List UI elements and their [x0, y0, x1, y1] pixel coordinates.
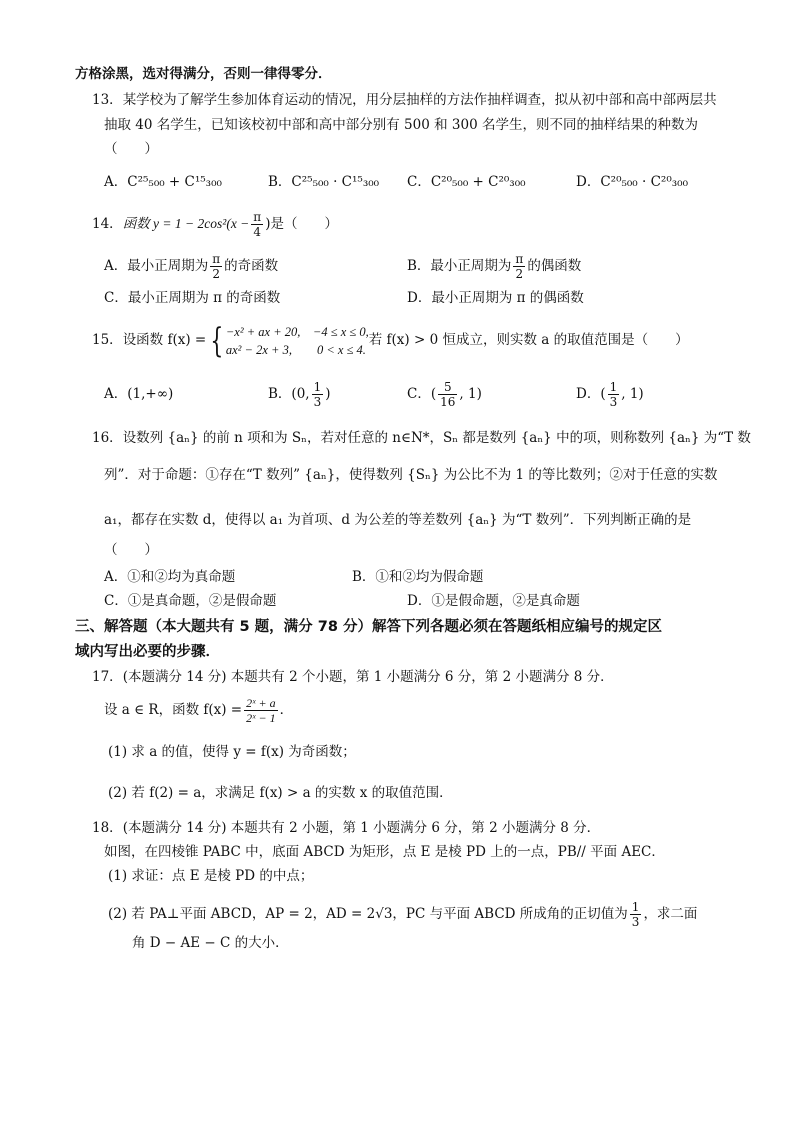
- q14-frac-num: π: [253, 210, 262, 224]
- q15-case1: −x² + ax + 20, −4 ≤ x ≤ 0,: [225, 324, 369, 339]
- q15-option-c-den: 16: [440, 395, 456, 409]
- q14-option-a-fraction: [210, 252, 222, 281]
- q16-option-a-label: A．: [104, 569, 128, 585]
- q18-number: 18．: [92, 820, 123, 836]
- q18-given: 如图，在四棱锥 PABC 中，底面 ABCD 为矩形，点 E 是棱 PD 上的一点，PB// 平面 AEC．: [104, 844, 665, 860]
- q15-stem-prefix: 设函数 f(x) =: [122, 332, 207, 348]
- q16-option-b-text: ①和②均为假命题: [375, 569, 484, 585]
- q16-text-line3: a₁，都存在实数 d，使得以 a₁ 为首项、d 为公差的等差数列 {aₙ} 为“T 数列”．下列判断正确的是: [104, 512, 692, 528]
- q17-header: [92, 667, 614, 687]
- q18-part2-line2: 角 D − AE − C 的大小．: [132, 935, 289, 951]
- q18-part2-suffix: ，求二面: [643, 906, 698, 922]
- q14-option-a[interactable]: [104, 250, 278, 282]
- q15-piecewise: [226, 323, 369, 359]
- q14-option-c-text: 最小正周期为 π 的奇函数: [127, 290, 281, 306]
- q18-part2: [108, 896, 697, 932]
- q18-frac-den: 3: [631, 915, 640, 929]
- q14-option-b-label: B．: [407, 258, 431, 274]
- brace-symbol: {: [210, 320, 224, 361]
- q13-option-d[interactable]: [576, 172, 688, 192]
- q15-option-b[interactable]: [268, 378, 331, 410]
- q18-fraction: [630, 900, 642, 929]
- q15-option-b-post: ): [325, 386, 331, 402]
- q16-option-d-label: D．: [407, 593, 432, 609]
- q16-option-b[interactable]: [352, 567, 483, 587]
- q14-number: 14．: [92, 216, 123, 232]
- q15-stem: [92, 320, 689, 360]
- q15-option-d-post: , 1): [621, 386, 644, 402]
- q15-option-b-den: 3: [313, 395, 322, 409]
- q18-part2-prefix: (2) 若 PA⊥平面 ABCD，AP = 2，AD = 2√3，PC 与平面 ABCD 所成角的正切值为: [108, 906, 628, 922]
- q13-option-b-label: B．: [268, 174, 292, 190]
- q13-option-a-text: C²⁵₅₀₀ + C¹⁵₃₀₀: [127, 174, 222, 190]
- q14-option-a-den: 2: [212, 267, 221, 281]
- q15-case2: ax² − 2x + 3, 0 < x ≤ 4.: [225, 342, 366, 357]
- q14-stem: [92, 208, 338, 240]
- q14-option-a-post: 的奇函数: [224, 258, 279, 274]
- q17-part1: (1) 求 a 的值，使得 y = f(x) 为奇函数；: [108, 744, 356, 760]
- q16-option-b-label: B．: [352, 569, 376, 585]
- q16-option-d[interactable]: [407, 591, 580, 611]
- section3-heading-line2: 域内写出必要的步骤．: [75, 644, 220, 660]
- q15-option-a[interactable]: [104, 378, 173, 410]
- q13-option-b-text: C²⁵₅₀₀ · C¹⁵₃₀₀: [291, 174, 380, 190]
- q13-option-c-text: C²⁰₅₀₀ + C²⁰₃₀₀: [430, 174, 526, 190]
- q13-line1: [92, 90, 717, 110]
- q17-given: [104, 690, 293, 730]
- q15-option-c[interactable]: [407, 378, 482, 410]
- q15-number: 15．: [92, 332, 123, 348]
- q14-option-d[interactable]: [407, 288, 584, 308]
- q16-number: 16．: [92, 430, 123, 446]
- q17-given-prefix: 设 a ∈ R，函数 f(x) =: [104, 702, 243, 718]
- q13-option-d-label: D．: [576, 174, 601, 190]
- q13-option-a[interactable]: [104, 172, 222, 192]
- q17-frac-num: 2ˣ + a: [246, 696, 276, 710]
- q15-option-a-label: A．: [104, 386, 128, 402]
- q15-option-d-label: D．: [576, 386, 601, 402]
- q13-paren: （ ）: [104, 141, 158, 157]
- q17-header-text: (本题满分 14 分) 本题共有 2 个小题，第 1 小题满分 6 分，第 2 小题满分 8 分．: [122, 669, 614, 685]
- q14-stem-prefix: 函数 y = 1 − 2cos²(x −: [122, 216, 250, 231]
- q16-paren: （ ）: [104, 542, 158, 558]
- q15-option-c-num: 5: [438, 380, 457, 395]
- q15-option-d[interactable]: [576, 378, 644, 410]
- q14-option-c[interactable]: [104, 288, 280, 308]
- q13-option-c[interactable]: [407, 172, 526, 192]
- section3-heading-line1: 三、解答题（本大题共有 5 题，满分 78 分）解答下列各题必须在答题纸相应编号的规定区: [75, 619, 662, 635]
- instruction-line: 方格涂黑，选对得满分，否则一律得零分．: [75, 66, 332, 82]
- q15-option-a-text: (1,+∞): [127, 386, 174, 402]
- q15-option-c-label: C．: [407, 386, 431, 402]
- q16-text-line1: 设数列 {aₙ} 的前 n 项和为 Sₙ，若对任意的 n∈N*，Sₙ 都是数列 {aₙ} 中的项，则称数列 {aₙ} 为“T 数: [122, 430, 751, 446]
- q17-fraction: [244, 696, 277, 725]
- q13-option-a-label: A．: [104, 174, 128, 190]
- q16-line1: [92, 428, 751, 448]
- q16-text-line2: 列”．对于命题：①存在“T 数列” {aₙ}，使得数列 {Sₙ} 为公比不为 1 的等比数列；②对于任意的实数: [104, 467, 718, 483]
- q16-option-c[interactable]: [104, 591, 276, 611]
- q16-option-d-text: ①是假命题，②是真命题: [431, 593, 580, 609]
- q13-option-b[interactable]: [268, 172, 379, 192]
- q15-option-d-pre: (: [600, 386, 606, 402]
- q13-option-d-text: C²⁰₅₀₀ · C²⁰₃₀₀: [600, 174, 688, 190]
- q16-option-c-label: C．: [104, 593, 128, 609]
- q14-fraction: [251, 210, 263, 239]
- q16-option-c-text: ①是真命题，②是假命题: [127, 593, 277, 609]
- q14-option-c-label: C．: [104, 290, 128, 306]
- q14-frac-den: 4: [253, 225, 262, 239]
- q18-header-text: (本题满分 14 分) 本题共有 2 小题，第 1 小题满分 6 分，第 2 小题满分 8 分．: [122, 820, 601, 836]
- q14-option-d-text: 最小正周期为 π 的偶函数: [431, 290, 584, 306]
- q14-option-b-num: π: [515, 252, 524, 266]
- q13-option-c-label: C．: [407, 174, 431, 190]
- q14-option-b-pre: 最小正周期为: [430, 258, 512, 274]
- q17-given-suffix: ．: [279, 702, 294, 718]
- q18-part1: (1) 求证：点 E 是棱 PD 的中点；: [108, 868, 314, 884]
- q15-option-b-label: B．: [268, 386, 292, 402]
- q17-part2: (2) 若 f(2) = a，求满足 f(x) > a 的实数 x 的取值范围．: [108, 785, 453, 801]
- q17-frac-den: 2ˣ − 1: [246, 711, 276, 725]
- q15-option-c-pre: (: [430, 386, 437, 402]
- q14-option-a-label: A．: [104, 258, 128, 274]
- q18-header: [92, 818, 600, 838]
- q14-stem-suffix: )是（ ）: [265, 216, 338, 232]
- q14-option-b-post: 的偶函数: [527, 258, 582, 274]
- q14-option-a-num: π: [212, 252, 221, 266]
- q18-frac-num: 1: [631, 900, 640, 914]
- q15-option-b-num: 1: [313, 380, 322, 394]
- q15-option-c-post: , 1): [459, 386, 482, 402]
- q15-stem-suffix: 若 f(x) > 0 恒成立，则实数 a 的取值范围是（ ）: [368, 332, 689, 348]
- q15-option-d-den: 3: [609, 395, 618, 409]
- q14-option-a-pre: 最小正周期为: [127, 258, 209, 274]
- q15-option-b-pre: (0,: [291, 386, 310, 402]
- q14-option-b-den: 2: [515, 267, 524, 281]
- q15-option-c-fraction: [438, 380, 457, 409]
- q13-number: 13．: [92, 92, 123, 108]
- q16-option-a-text: ①和②均为真命题: [127, 569, 236, 585]
- q14-option-d-label: D．: [407, 290, 432, 306]
- q15-option-d-fraction: [608, 380, 620, 409]
- q16-option-a[interactable]: [104, 567, 235, 587]
- q13-text-line2: 抽取 40 名学生，已知该校初中部和高中部分别有 500 和 300 名学生，则不同的抽样结果的种数为: [104, 117, 698, 133]
- q17-number: 17．: [92, 669, 123, 685]
- q14-option-b-fraction: [513, 252, 525, 281]
- q15-option-d-num: 1: [609, 380, 618, 394]
- q13-text-line1: 某学校为了解学生参加体育运动的情况，用分层抽样的方法作抽样调查，拟从初中部和高中部两层共: [122, 92, 717, 108]
- q15-option-b-fraction: [312, 380, 324, 409]
- q14-option-b[interactable]: [407, 250, 581, 282]
